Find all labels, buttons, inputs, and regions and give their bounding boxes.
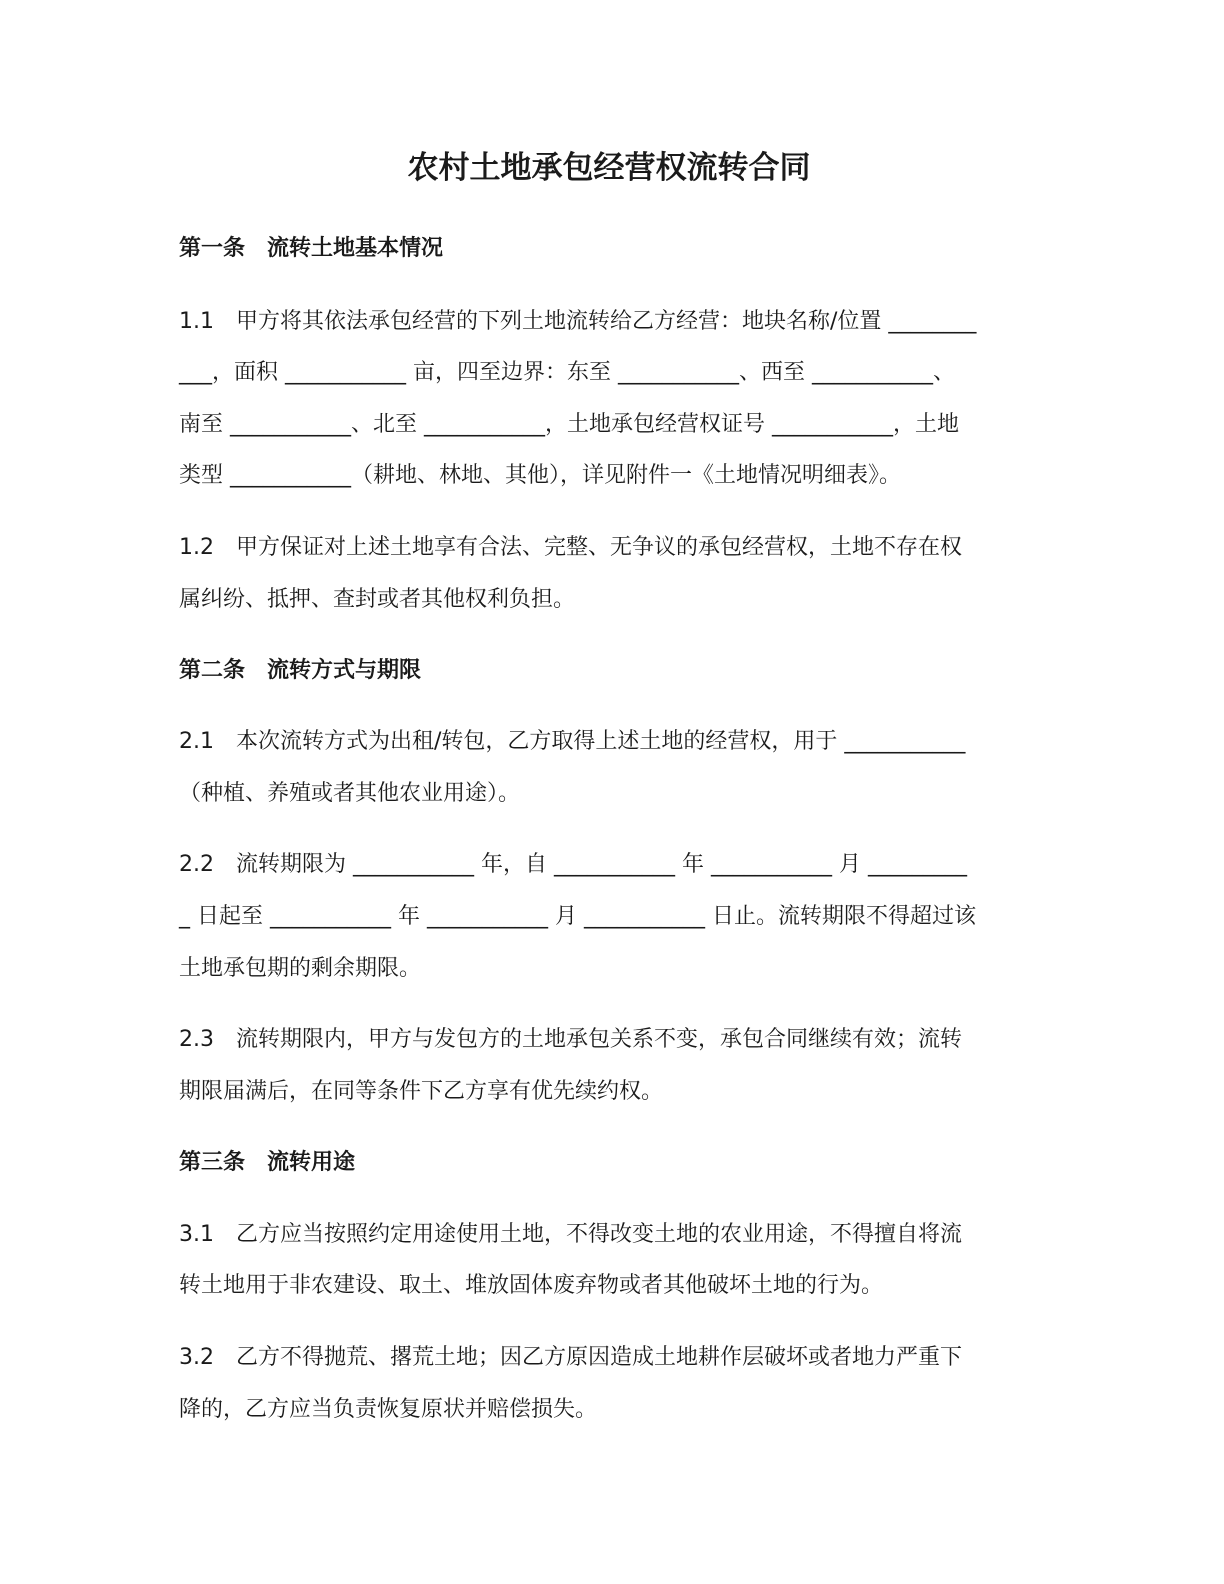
clause-3-2-line-1: 3.2 乙方不得抛荒、撂荒土地；因乙方原因造成土地耕作层破坏或者地力严重下 (179, 1345, 962, 1370)
section-heading-2: 第二条 流转方式与期限 (179, 658, 422, 683)
clause-2-2-line-3: 土地承包期的剩余期限。 (179, 956, 422, 981)
clause-1-1-line-2: ___，面积 ___________ 亩，四至边界：东至 ___________、西至 ___________、 (179, 360, 955, 385)
clause-2-3-line-1: 2.3 流转期限内，甲方与发包方的土地承包关系不变，承包合同继续有效；流转 (179, 1027, 962, 1052)
clause-2-1-line-1: 2.1 本次流转方式为出租/转包，乙方取得上述土地的经营权，用于 ___________ (179, 729, 966, 754)
clause-3-1-line-2: 转土地用于非农建设、取土、堆放固体废弃物或者其他破坏土地的行为。 (179, 1273, 884, 1298)
clause-3-1-line-1: 3.1 乙方应当按照约定用途使用土地，不得改变土地的农业用途，不得擅自将流 (179, 1222, 962, 1247)
clause-1-1-line-1: 1.1 甲方将其依法承包经营的下列土地流转给乙方经营：地块名称/位置 ________ (179, 309, 977, 334)
clause-2-3-line-2: 期限届满后，在同等条件下乙方享有优先续约权。 (179, 1079, 664, 1104)
clause-3-2-line-2: 降的，乙方应当负责恢复原状并赔偿损失。 (179, 1397, 598, 1422)
clause-2-2-line-1: 2.2 流转期限为 ___________ 年，自 ___________ 年 ___________ 月 _________ (179, 852, 967, 877)
clause-1-2-line-1: 1.2 甲方保证对上述土地享有合法、完整、无争议的承包经营权，土地不存在权 (179, 535, 962, 560)
clause-1-1-line-4: 类型 ___________（耕地、林地、其他），详见附件一《土地情况明细表》。 (179, 463, 901, 488)
clause-2-1-line-2: （种植、养殖或者其他农业用途）。 (179, 781, 521, 806)
clause-2-2-line-2: _ 日起至 ___________ 年 ___________ 月 ___________ 日止。流转期限不得超过该 (179, 904, 976, 929)
clause-1-2-line-2: 属纠纷、抵押、查封或者其他权利负担。 (179, 587, 576, 612)
section-heading-3: 第三条 流转用途 (179, 1150, 356, 1175)
section-heading-1: 第一条 流转土地基本情况 (179, 236, 444, 261)
document-title: 农村土地承包经营权流转合同 (407, 150, 811, 186)
clause-1-1-line-3: 南至 ___________、北至 ___________，土地承包经营权证号 ___________，土地 (179, 412, 959, 437)
